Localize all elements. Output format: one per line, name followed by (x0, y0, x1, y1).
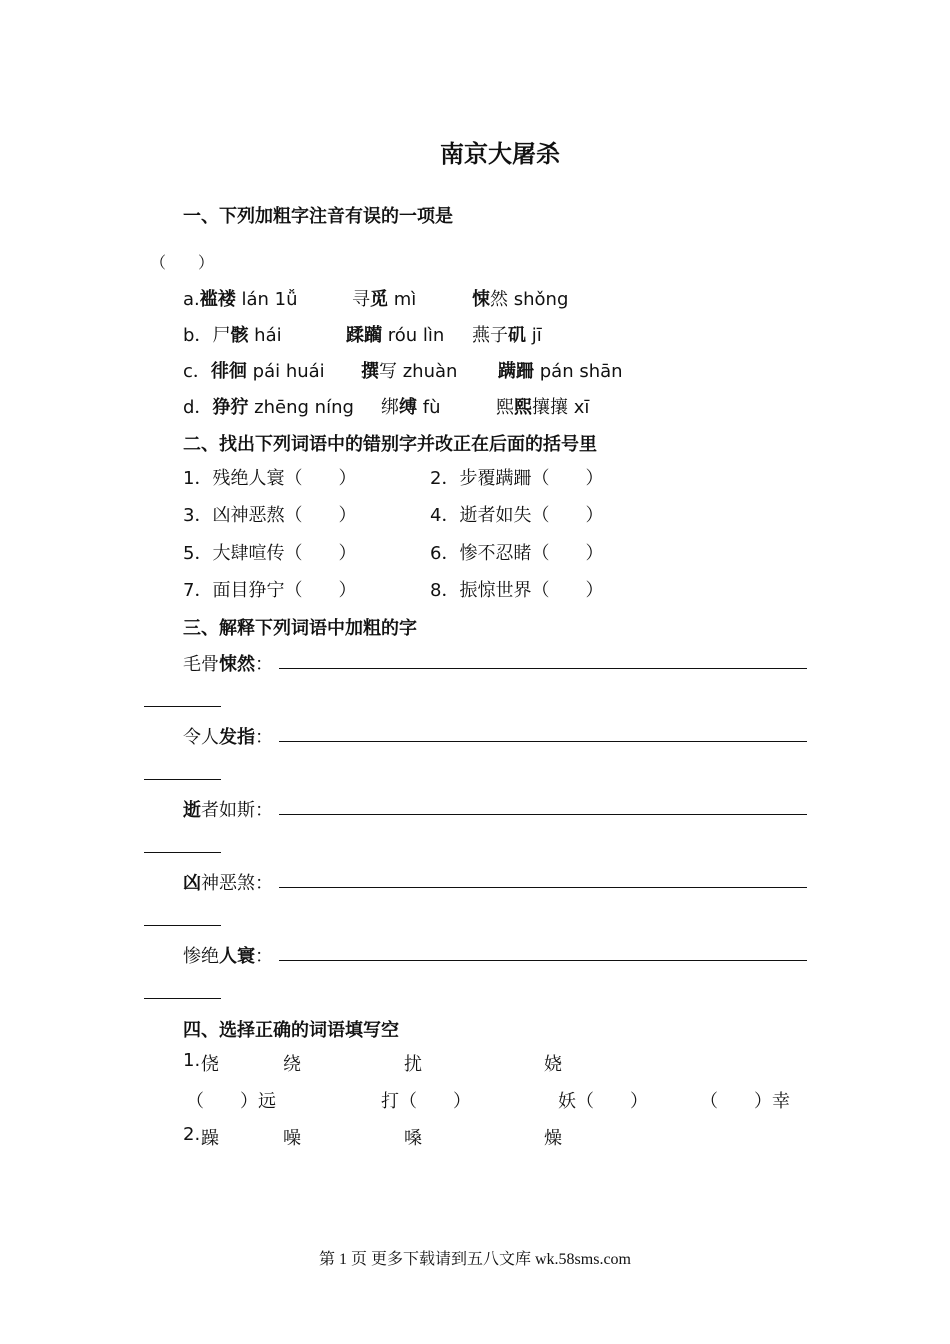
plain-chars: 然 (490, 289, 508, 310)
bold-chars: 悚 (472, 289, 490, 310)
q2-item-2 (430, 464, 603, 490)
answer-line[interactable] (279, 960, 807, 961)
bold-chars: 徘徊 (210, 361, 247, 382)
answer-line[interactable] (279, 887, 807, 888)
pinyin: lán 1ǚ (241, 289, 298, 310)
q2-item-7 (183, 576, 356, 602)
bold-chars: 狰狞 (212, 397, 249, 418)
plain-chars: 人 (201, 727, 219, 748)
q2-item-5 (183, 539, 356, 565)
option-prefix: d． (183, 397, 213, 418)
q3-term-1 (183, 650, 273, 676)
pinyin: shǒng (513, 289, 569, 310)
answer-line[interactable] (279, 741, 807, 742)
colon: ： (255, 946, 273, 967)
bold-chars: 悚然 (219, 654, 255, 675)
plain-chars: 毛 (183, 654, 201, 675)
q4-group-1-char: 绕 (283, 1054, 301, 1075)
answer-line[interactable] (279, 668, 807, 669)
item-word: 大肆喧传（ ） (212, 543, 357, 564)
q4-group-1-char: 娆 (544, 1054, 562, 1075)
q1-option-d (183, 393, 354, 419)
answer-line-continuation[interactable] (144, 852, 221, 853)
q2-heading: 二、找出下列词语中的错别字并改正在后面的括号里 (183, 434, 597, 455)
q4-group-2-char: 嗓 (404, 1128, 422, 1149)
q4-blank[interactable]: （ ）远 (186, 1091, 276, 1112)
q1-option-d-item2 (381, 393, 440, 419)
q2-item-1 (183, 464, 356, 490)
item-word: 面目狰宁（ ） (212, 580, 357, 601)
item-word: 步覆蹒跚（ ） (459, 468, 604, 489)
q2-item-6 (430, 539, 603, 565)
plain-chars: 绝 (201, 946, 219, 967)
q2-item-4 (430, 501, 603, 527)
item-word: 逝者如失（ ） (459, 505, 604, 526)
plain-chars: 熙 (496, 397, 514, 418)
q1-heading: 一、下列加粗字注音有误的一项是 (183, 206, 453, 227)
pinyin: jī (531, 325, 542, 346)
pinyin: zhuàn (402, 361, 458, 382)
bold-chars: 觅 (370, 289, 388, 310)
colon: ： (255, 800, 273, 821)
colon: ： (255, 654, 273, 675)
q4-group-1-char: 侥 (201, 1054, 219, 1075)
q1-option-c-item2 (361, 357, 457, 383)
q4-group-2-num: 2. (183, 1124, 201, 1145)
bold-chars: 缚 (399, 397, 417, 418)
plain-chars: 者如斯 (201, 800, 255, 821)
answer-line[interactable] (279, 814, 807, 815)
item-number: 1． (183, 468, 213, 489)
item-number: 5． (183, 543, 213, 564)
bold-chars: 人寰 (219, 946, 255, 967)
q1-option-b (183, 321, 282, 347)
q4-heading: 四、选择正确的词语填写空 (183, 1020, 399, 1041)
q1-option-a-item3 (472, 285, 568, 311)
q2-item-3 (183, 501, 356, 527)
colon: ： (255, 727, 273, 748)
item-number: 7． (183, 580, 213, 601)
plain-chars: 写 (379, 361, 397, 382)
q3-term-4 (183, 869, 273, 895)
item-number: 3． (183, 505, 213, 526)
plain-chars: 令 (183, 727, 201, 748)
q4-group-2-char: 燥 (544, 1128, 562, 1149)
plain-chars: 寻 (352, 289, 370, 310)
bold-chars: 矶 (508, 325, 526, 346)
q3-term-3 (183, 796, 273, 822)
pinyin: pái huái (252, 361, 325, 382)
pinyin: pán shān (539, 361, 623, 382)
plain-chars: 攘攘 (532, 397, 568, 418)
item-word: 残绝人寰（ ） (212, 468, 357, 489)
q1-option-c-item3 (498, 357, 623, 383)
pinyin: róu lìn (387, 325, 445, 346)
pinyin: xī (573, 397, 590, 418)
q1-option-d-item3 (496, 393, 589, 419)
answer-line-continuation[interactable] (144, 998, 221, 999)
q4-group-1-num: 1. (183, 1050, 201, 1071)
bold-chars: 逝 (183, 800, 201, 821)
plain-chars: 燕子 (472, 325, 508, 346)
item-number: 6． (430, 543, 460, 564)
pinyin: hái (254, 325, 282, 346)
q3-heading: 三、解释下列词语中加粗的字 (183, 618, 417, 639)
answer-line-continuation[interactable] (144, 779, 221, 780)
plain-chars: 骨 (201, 654, 219, 675)
q4-group-1-char: 扰 (404, 1054, 422, 1075)
option-prefix: a. (183, 289, 200, 310)
item-number: 8． (430, 580, 460, 601)
q4-blank[interactable]: 妖（ ） (558, 1091, 648, 1112)
q1-option-c (183, 357, 325, 383)
bold-chars: 发指 (219, 727, 255, 748)
page-footer: 第 1 页 更多下载请到五八文库 wk.58sms.com (318, 1251, 631, 1268)
option-prefix: b． (183, 325, 213, 346)
colon: ： (255, 873, 273, 894)
answer-line-continuation[interactable] (144, 925, 221, 926)
q1-option-a (183, 285, 298, 311)
q1-option-b-item2 (346, 321, 444, 347)
item-number: 2． (430, 468, 460, 489)
q1-option-a-item2 (352, 285, 416, 311)
bold-chars: 熙 (514, 397, 532, 418)
q3-term-2 (183, 723, 273, 749)
plain-chars: 惨 (183, 946, 201, 967)
q1-answer-bracket: （ ） (150, 253, 215, 272)
q3-term-5 (183, 942, 273, 968)
q4-blank[interactable]: 打（ ） (381, 1091, 471, 1112)
item-word: 振惊世界（ ） (459, 580, 604, 601)
q4-blank[interactable]: （ ）幸 (700, 1091, 790, 1112)
item-word: 惨不忍睹（ ） (459, 543, 604, 564)
pinyin: zhēng níng (254, 397, 354, 418)
q4-group-2-char: 噪 (283, 1128, 301, 1149)
item-number: 4． (430, 505, 460, 526)
q1-option-b-item3 (472, 321, 542, 347)
option-prefix: c． (183, 361, 211, 382)
bold-chars: 蹂躏 (346, 325, 382, 346)
plain-chars: 神恶煞 (201, 873, 255, 894)
bold-chars: 骸 (230, 325, 249, 346)
plain-chars: 尸 (212, 325, 231, 346)
bold-chars: 褴褛 (199, 289, 236, 310)
pinyin: mì (393, 289, 417, 310)
item-word: 凶神恶熬（ ） (212, 505, 357, 526)
bold-chars: 凶 (183, 873, 201, 894)
pinyin: fù (422, 397, 441, 418)
bold-chars: 蹒跚 (498, 361, 534, 382)
page-title: 南京大屠杀 (440, 140, 560, 168)
plain-chars: 绑 (381, 397, 399, 418)
bold-chars: 撰 (361, 361, 379, 382)
q2-item-8 (430, 576, 603, 602)
answer-line-continuation[interactable] (144, 706, 221, 707)
q4-group-2-char: 躁 (201, 1128, 219, 1149)
